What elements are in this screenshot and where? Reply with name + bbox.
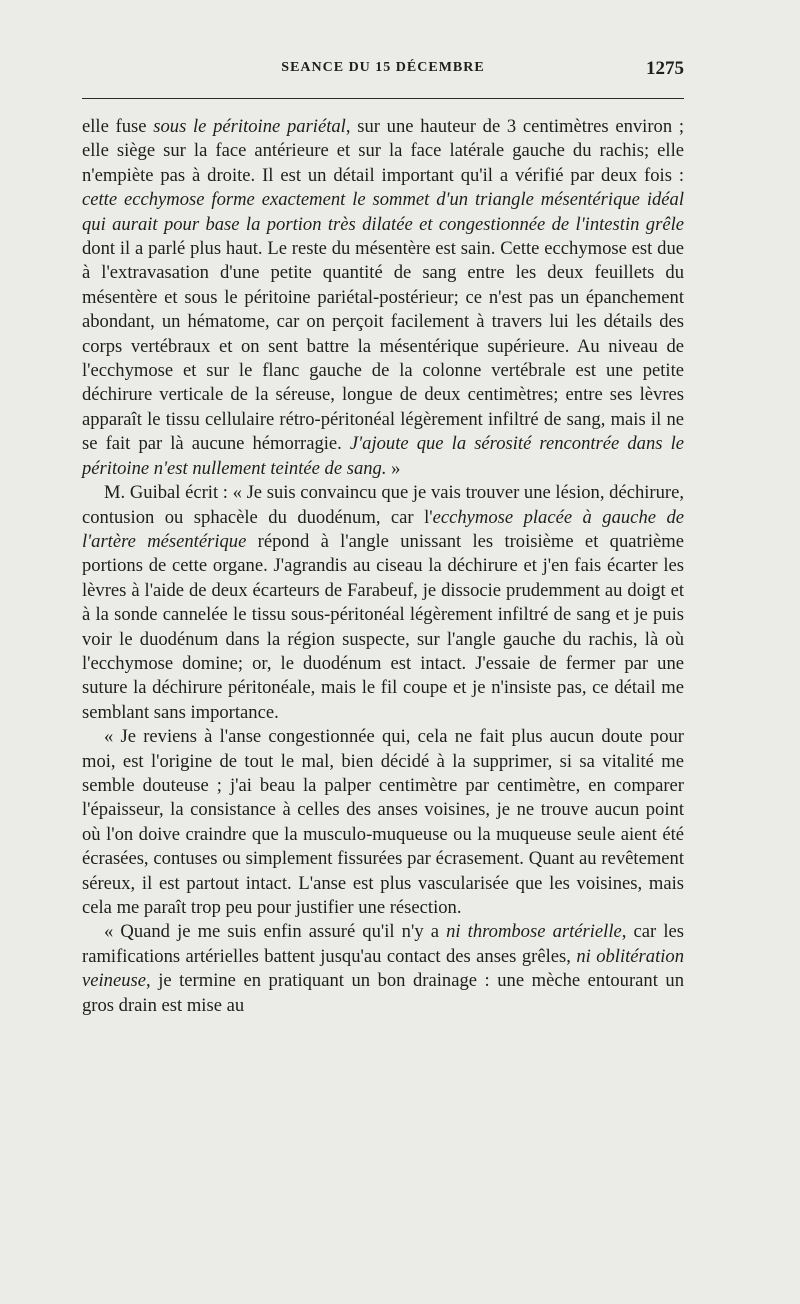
header-rule xyxy=(82,98,684,99)
paragraph xyxy=(82,725,684,920)
text-run: , je termine en pratiquant un bon drainage : une mèche entourant un gros drain est mise au xyxy=(82,970,684,1016)
paragraph xyxy=(82,115,684,481)
italic-text: J'ajoute que la sérosité rencontrée dans le péritoine n'est nullement teintée de sang. xyxy=(82,433,685,479)
italic-text: ecchymose placée à gauche de l'artère mésentérique xyxy=(82,506,684,552)
italic-text: sous le péritoine pariétal xyxy=(153,116,346,137)
italic-text: ni thrombose artérielle xyxy=(446,921,622,943)
text-run: , sur une hauteur de 3 centimètres environ ; elle siège sur la face antérieure et sur la face latérale gauche du rachis; elle n'empiète pas à droite. Il est un détail important qu'il a vérifié par deux fois : xyxy=(82,116,684,186)
text-run: « Je reviens à l'anse congestionnée qui, cela ne fait plus aucun doute pour moi, est l'origine de tout le mal, bien décidé à la supprimer, si sa vitalité me semble douteuse ; j'ai beau la palper centimètre par centimètre, en comparer l'épaisseur, la consistance à celles des anses voisines, je ne trouve aucun point où l'on doive craindre que la musculo-muqueuse ou la muqueuse seule aient été écrasées, contuses ou simplement fissurées par écrasement. Quant au revêtement séreux, il est partout intact. L'anse est plus vascularisée que les voisines, mais cela me paraît trop peu pour justifier une résection. xyxy=(82,726,684,918)
paragraph xyxy=(82,481,684,725)
page-number: 1275 xyxy=(646,58,684,79)
text-run: dont il a parlé plus haut. Le reste du mésentère est sain. Cette ecchymose est due à l'extravasation d'une petite quantité de sang entre les deux feuillets du mésentère et sous le péritoine pariétal-postérieur; ce n'est pas un épanchement abondant, un hématome, car on perçoit facilement à travers lui les détails des corps vertébraux et on sent battre la mésentérique supérieure. Au niveau de l'ecchymose et sur le flanc gauche de la colonne vertébrale est une petite déchirure verticale de la séreuse, longue de deux centimètres; entre ses lèvres apparaît le tissu cellulaire rétro-péritonéal légèrement infiltré de sang, mais il ne se fait par là aucune hémorragie. xyxy=(82,238,684,455)
text-run: » xyxy=(386,457,401,479)
text-run: elle fuse xyxy=(82,116,154,137)
text-run: répond à l'angle unissant les troisième et quatrième portions de cette organe. J'agrandis au ciseau la déchirure et j'en fais écarter les lèvres à l'aide de deux écarteurs de Farabeuf, je dissocie prudemment au doigt et à la sonde cannelée le tissu sous-péritonéal légèrement infiltré de sang et je puis voir le duodénum dans la région suspecte, sur l'angle gauche du rachis, là où l'ecchymose domine; or, le duodénum est intact. J'essaie de fermer par une suture la déchirure péritonéale, mais le fil coupe et je n'insiste pas, ce détail me semblant sans importance. xyxy=(82,530,684,723)
text-run: « Quand je me suis enfin assuré qu'il n'y a xyxy=(104,921,447,943)
text-run: , car les ramifications artérielles battent jusqu'au contact des anses grêles, xyxy=(82,921,684,967)
text-run: M. Guibal écrit : « Je suis convaincu que je vais trouver une lésion, déchirure, contusion ou sphacèle du duodénum, car l' xyxy=(82,482,684,528)
paragraph xyxy=(82,920,684,1018)
running-title: SEANCE DU 15 DÉCEMBRE xyxy=(281,60,485,75)
italic-text: cette ecchymose forme exactement le sommet d'un triangle mésentérique idéal qui aurait pour base la portion très dilatée et congestionnée de l'intestin grêle xyxy=(82,189,684,235)
body-text xyxy=(82,115,684,1018)
page-header xyxy=(82,58,684,88)
italic-text: ni oblitération veineuse xyxy=(82,945,684,992)
